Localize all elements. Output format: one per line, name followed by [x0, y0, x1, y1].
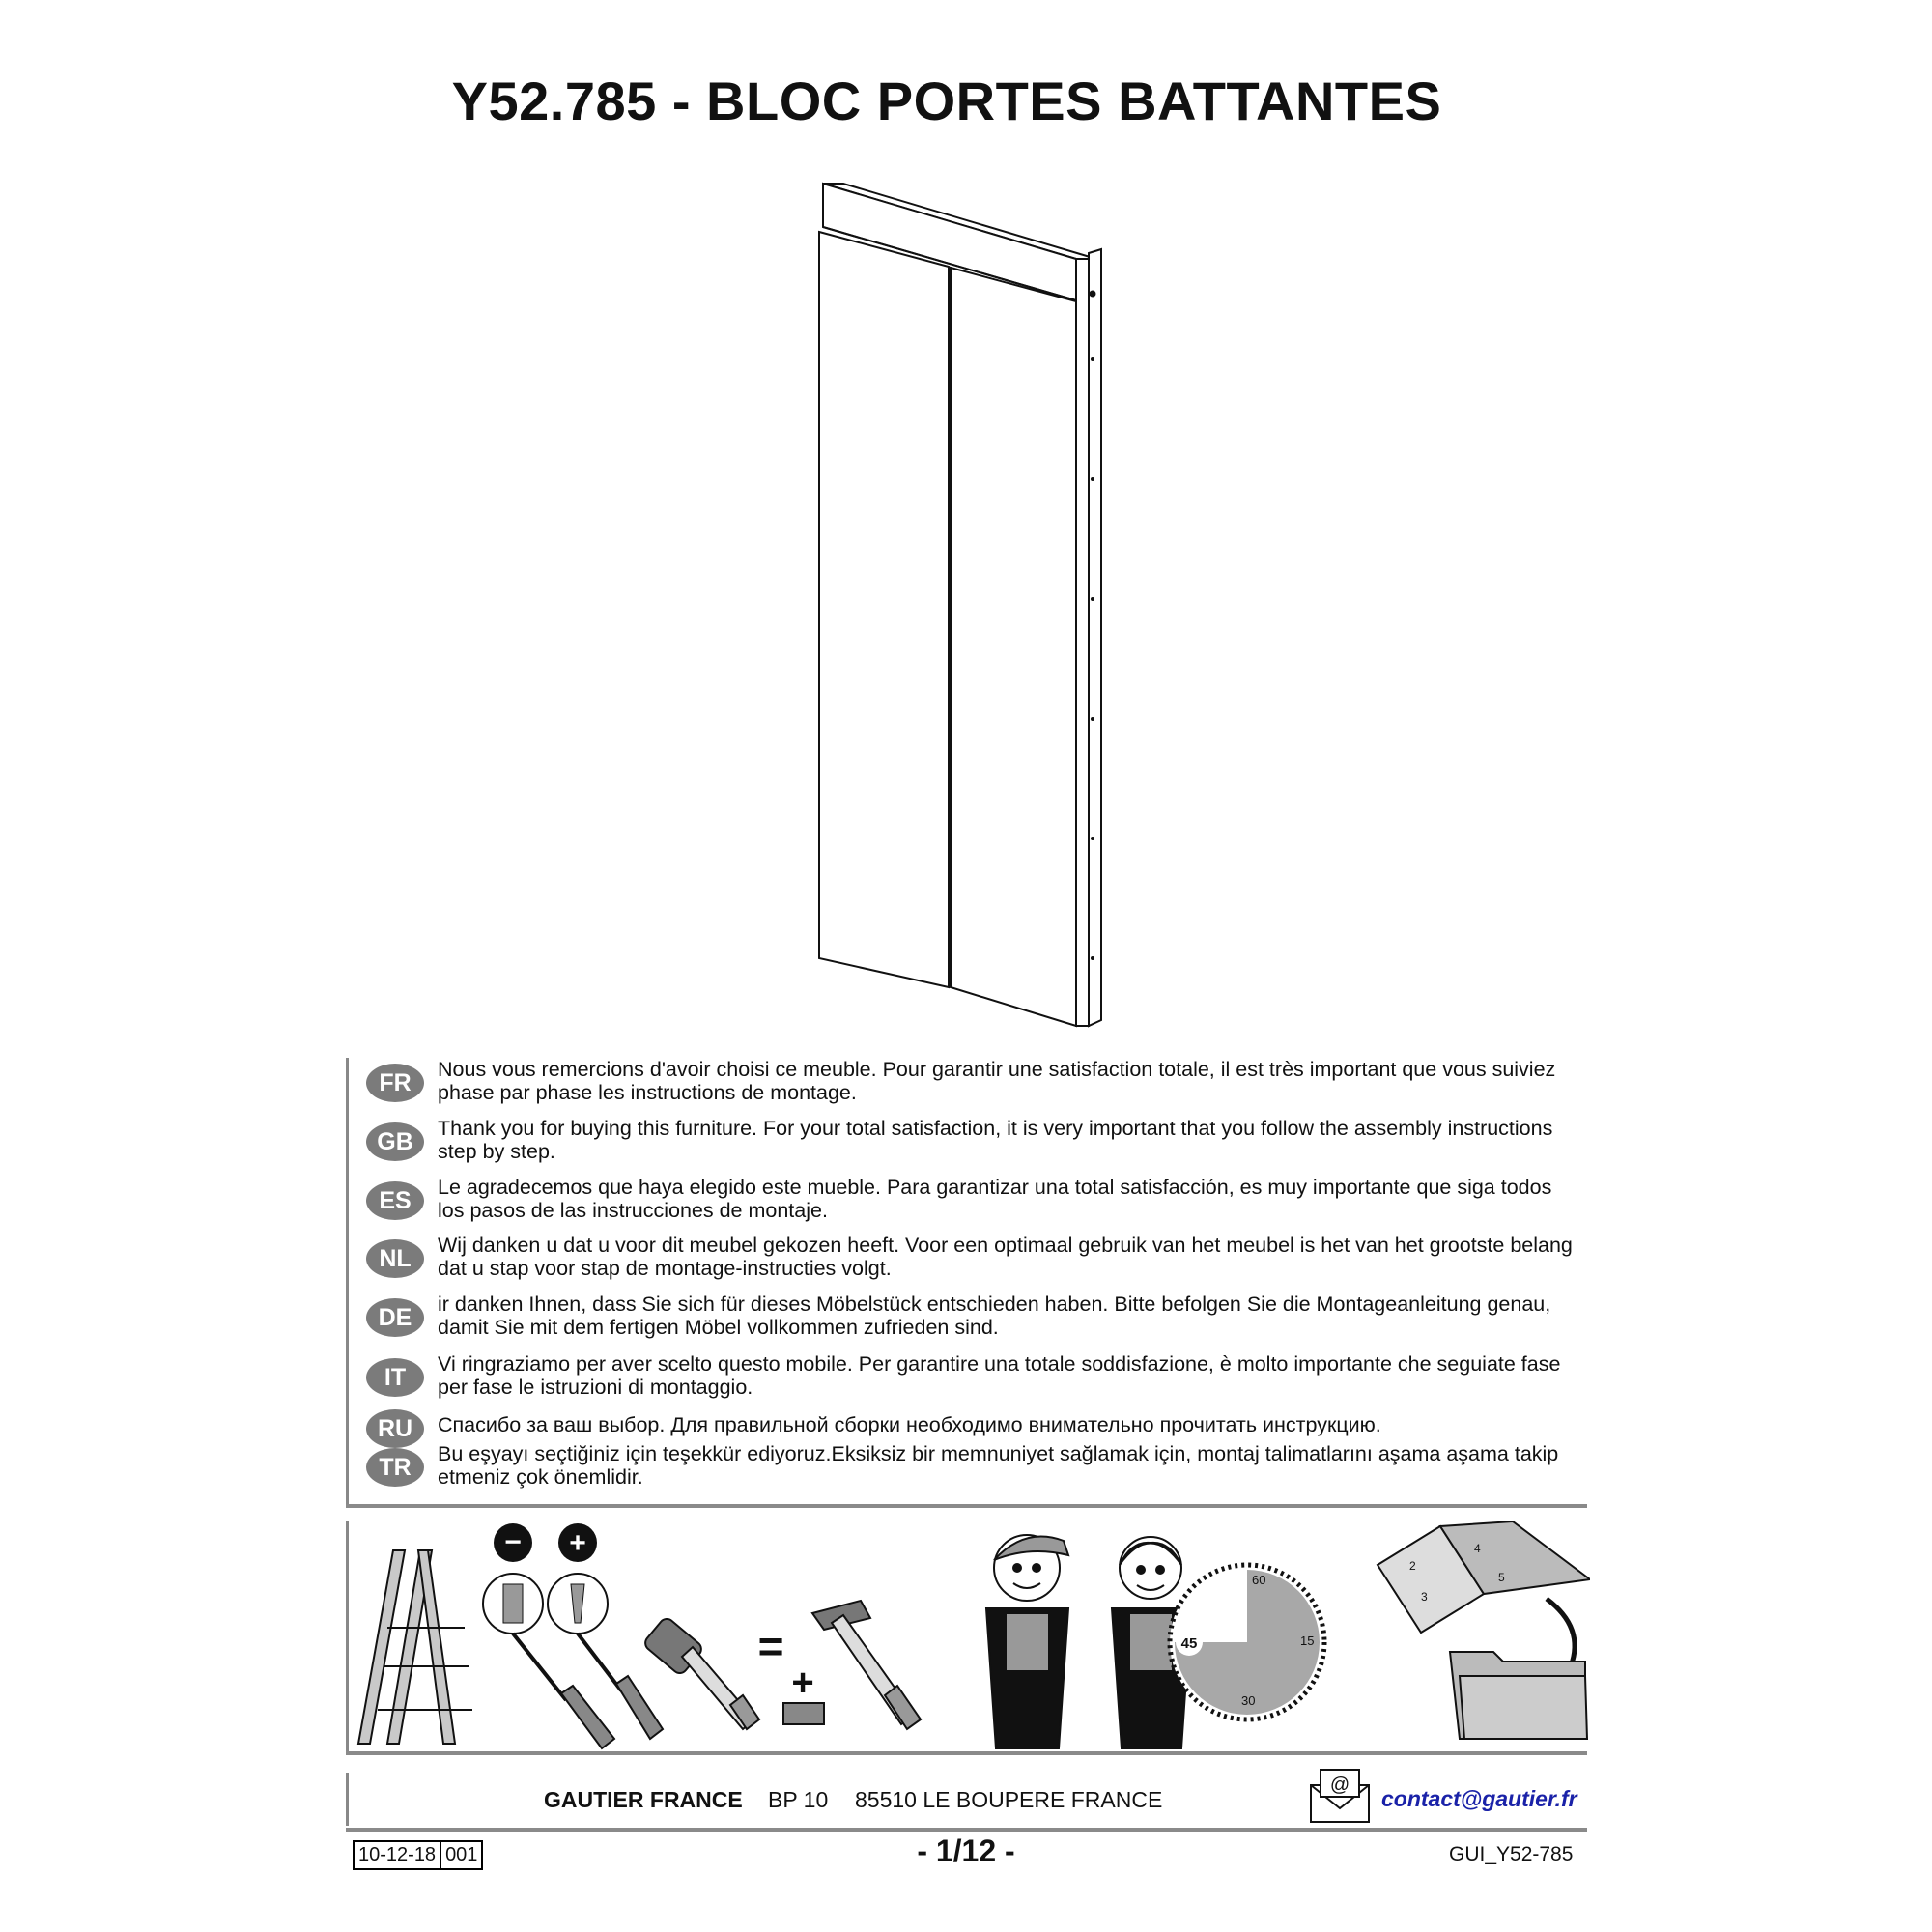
lang-badge: RU [366, 1409, 424, 1448]
arrow-icon [1547, 1599, 1575, 1666]
door-block-illustration [811, 174, 1130, 1043]
lang-text: Wij danken u dat u voor dit meubel gekozen heeft. Voor een optimaal gebruik van het meubel is het van het grootste belang dat u stap voor stap de montage-instructies volgt. [438, 1234, 1573, 1280]
lang-text: Bu eşyayı seçtiğiniz için teşekkür ediyoruz.Eksiksiz bir memnuniyet sağlamak için, montaj talimatlarını aşama aşama takip etmeniz çok önemlidir. [438, 1442, 1559, 1489]
mail-envelope-icon [1309, 1768, 1371, 1824]
lang-row-es [366, 1176, 1573, 1222]
manual-book-icon [1378, 1521, 1590, 1633]
clock-icon [1170, 1565, 1324, 1719]
document-reference: GUI_Y52-785 [1449, 1843, 1574, 1865]
lang-row-tr [366, 1442, 1573, 1489]
tools-illustration [349, 1521, 1590, 1753]
lang-row-gb [366, 1117, 1573, 1163]
lang-text: Le agradecemos que haya elegido este mueble. Para garantizar una total satisfacción, es muy importante que siga todos los pasos de las instrucciones de montaje. [438, 1176, 1552, 1222]
lang-text: Vi ringraziamo per aver scelto questo mobile. Per garantire una totale soddisfazione, è molto importante che seguiate fase per fase le istruzioni di montaggio. [438, 1352, 1561, 1399]
lang-badge: ES [366, 1181, 424, 1220]
lang-badge: TR [366, 1448, 424, 1487]
revision-date: 10-12-18 [358, 1844, 437, 1865]
contact-email-link[interactable]: contact@gautier.fr [1381, 1786, 1577, 1811]
revision-version: 001 [440, 1842, 481, 1868]
lang-row-it [366, 1352, 1573, 1399]
lang-badge: IT [366, 1358, 424, 1397]
page-title: Y52.785 - BLOC PORTES BATTANTES [451, 71, 1442, 131]
language-section [346, 1058, 1590, 1507]
ladder-icon [358, 1550, 472, 1744]
workers-icon [986, 1535, 1191, 1748]
lang-text: Спасибо за ваш выбор. Для правильной сборки необходимо внимательно прочитать инструкцию. [438, 1413, 1381, 1436]
company-name: GAUTIER FRANCE [544, 1787, 743, 1812]
tools-section [346, 1521, 1590, 1753]
footer-divider [346, 1828, 1587, 1832]
book-page-3: 3 [1421, 1590, 1428, 1604]
phillips-screwdriver-icon [548, 1523, 663, 1739]
lang-row-fr [366, 1058, 1573, 1104]
po-box: BP 10 [768, 1787, 829, 1812]
lang-text: Nous vous remercions d'avoir choisi ce meuble. Pour garantir une satisfaction totale, il est très important que vous suiviez phase par phase les instructions de montage. [438, 1058, 1556, 1104]
book-page-4: 4 [1474, 1542, 1481, 1555]
lang-text: Thank you for buying this furniture. For your total satisfaction, it is very important that you follow the assembly instructions step by step. [438, 1117, 1553, 1163]
plus-symbol: + [569, 1527, 586, 1559]
clock-label-30: 30 [1241, 1693, 1256, 1708]
book-page-5: 5 [1498, 1571, 1505, 1584]
lang-row-de [366, 1293, 1573, 1339]
lang-row-nl [366, 1234, 1573, 1280]
clock-label-45: 45 [1180, 1635, 1198, 1652]
folder-icon [1450, 1652, 1587, 1739]
mallet-icon [642, 1616, 759, 1729]
lang-badge: FR [366, 1064, 424, 1102]
lang-badge: DE [366, 1298, 424, 1337]
lang-text: ir danken Ihnen, dass Sie sich für dieses Möbelstück entschieden haben. Bitte befolgen Sie die Montageanleitung genau, damit Sie mit dem fertigen Möbel vollkommen zufrieden sind. [438, 1293, 1551, 1339]
clock-label-15: 15 [1300, 1634, 1315, 1648]
hammer-plus-symbol: + [791, 1662, 814, 1704]
company-address: 85510 LE BOUPERE FRANCE [855, 1787, 1163, 1812]
flat-screwdriver-icon [483, 1523, 614, 1748]
email-badge: @ [1329, 1775, 1350, 1796]
equals-symbol: = [757, 1621, 784, 1671]
section-divider [346, 1504, 1587, 1508]
page-number: - 1/12 - [917, 1833, 1015, 1868]
book-page-2: 2 [1409, 1559, 1416, 1573]
lang-badge: GB [366, 1122, 424, 1161]
section-divider [346, 1751, 1587, 1755]
minus-symbol: − [504, 1526, 522, 1558]
clock-label-60: 60 [1252, 1573, 1266, 1587]
lang-badge: NL [366, 1239, 424, 1278]
